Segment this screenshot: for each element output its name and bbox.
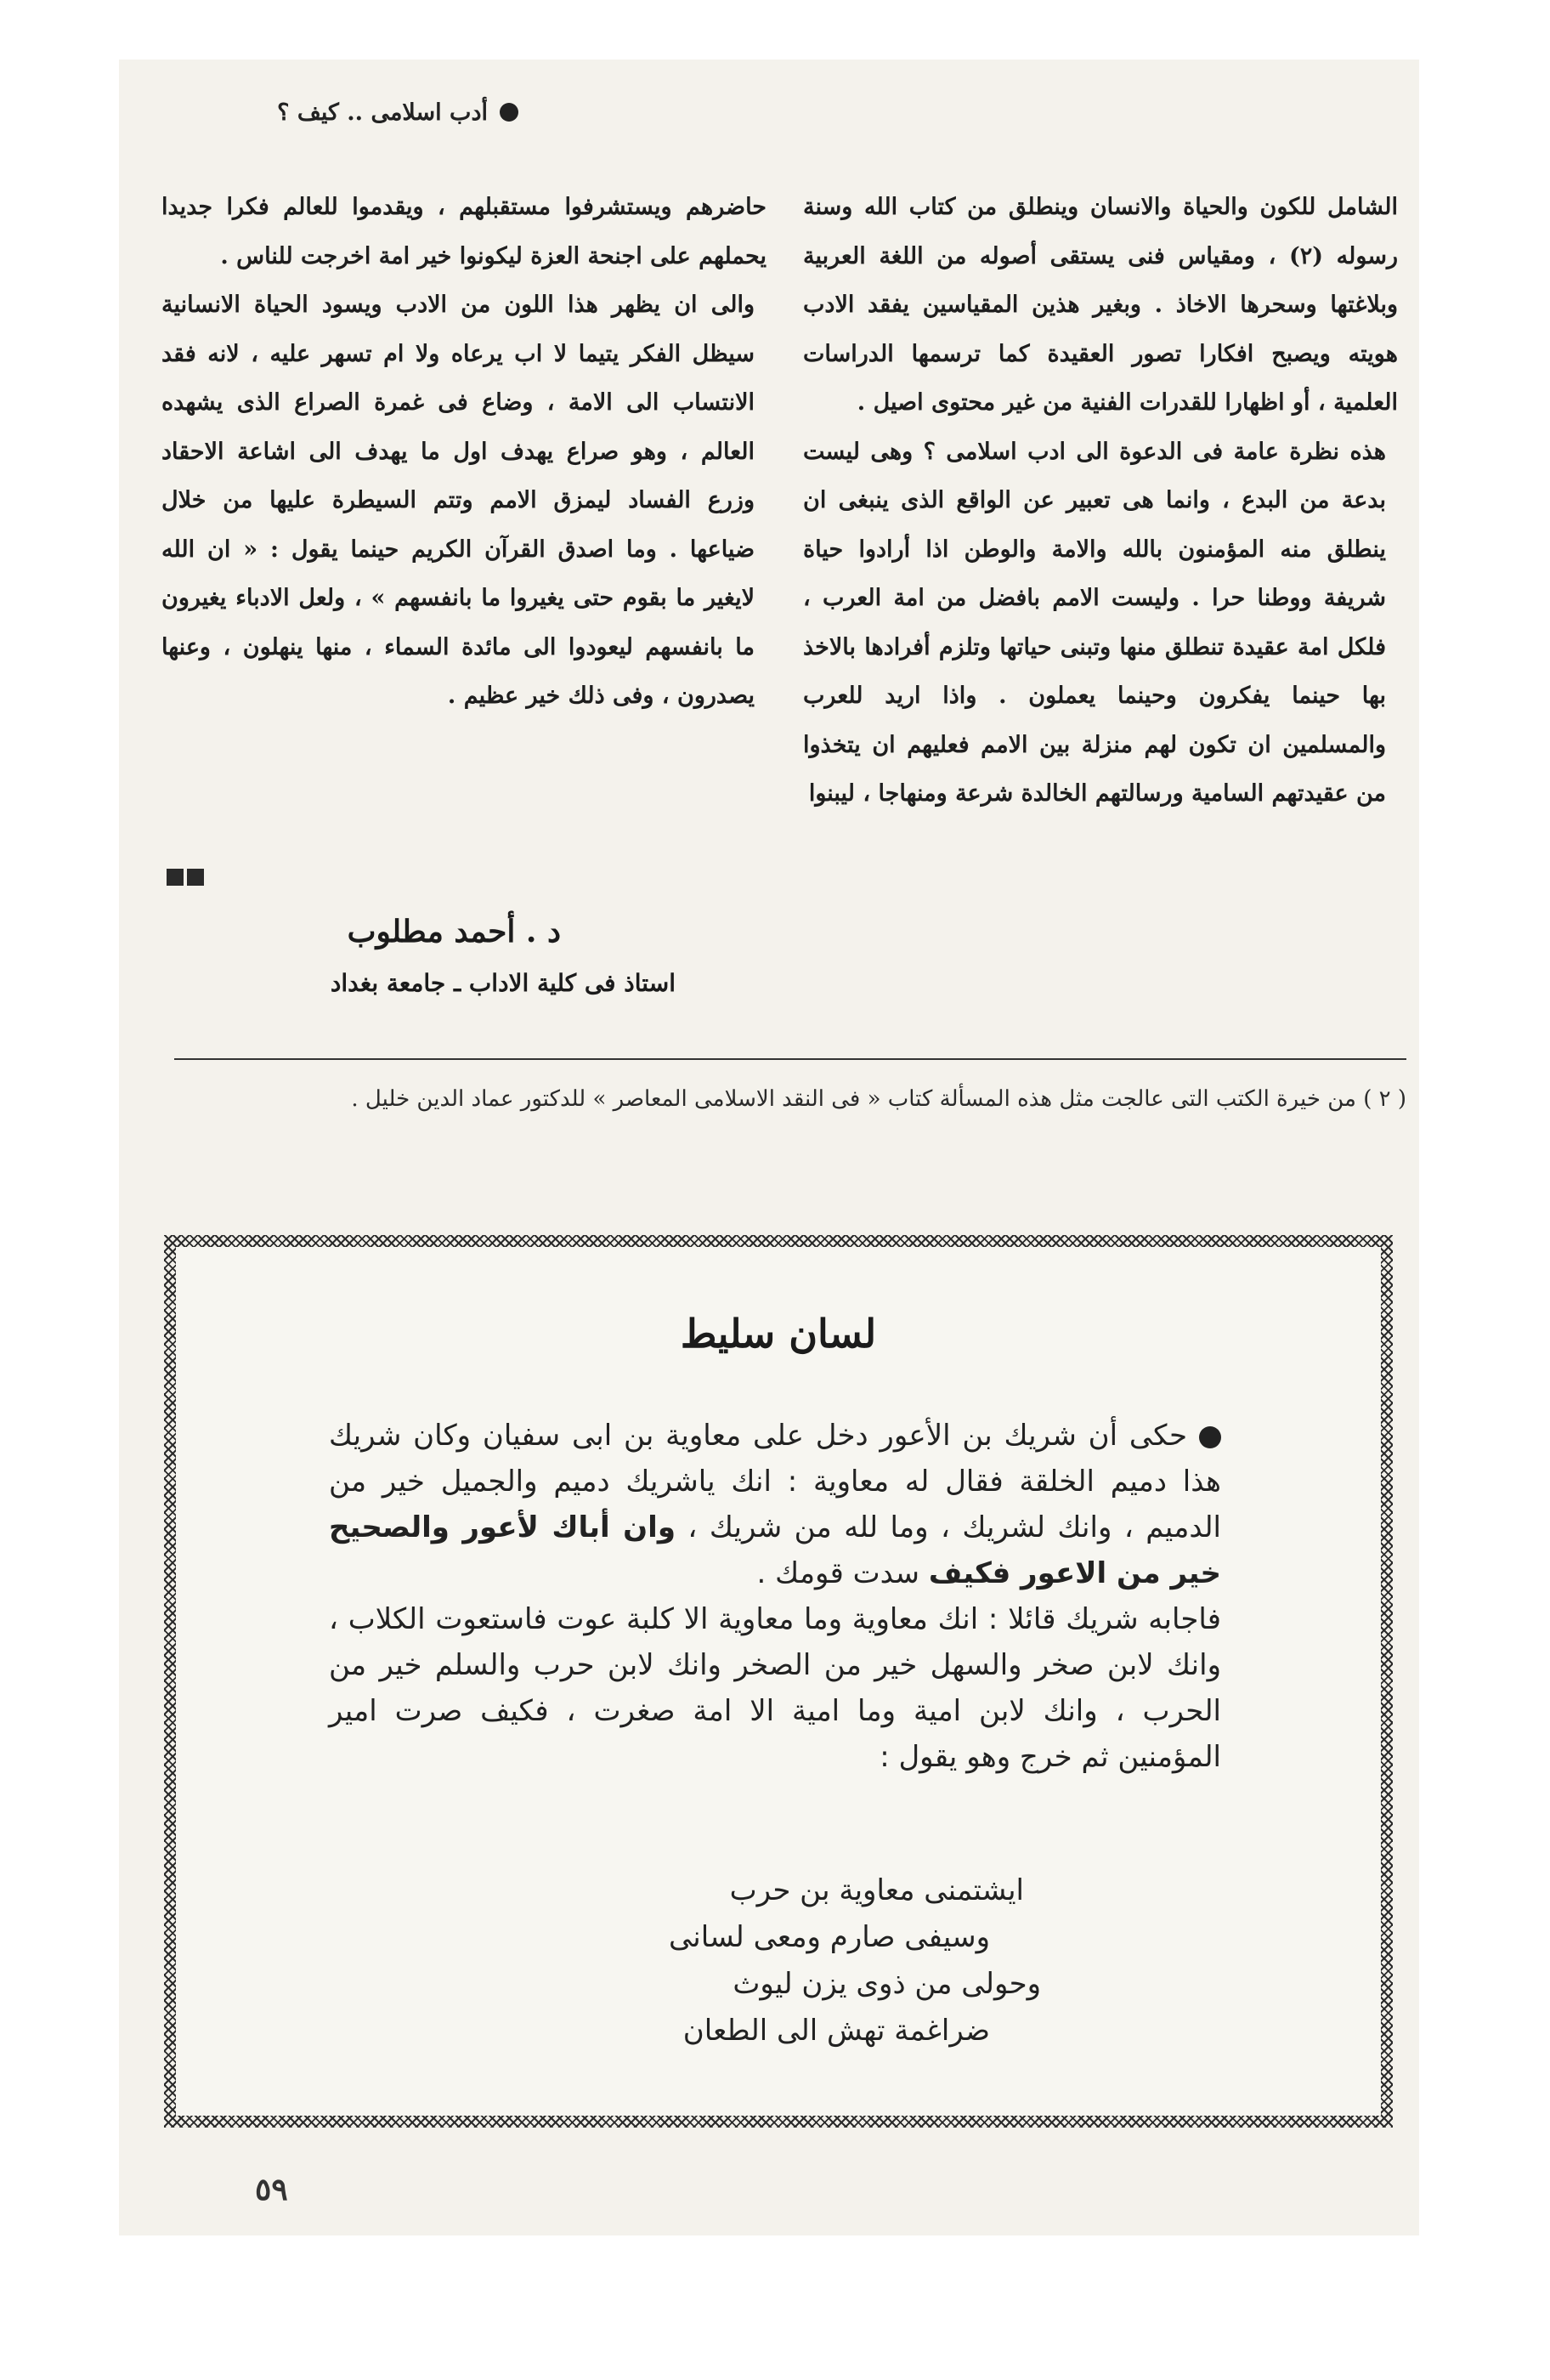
running-header <box>161 95 518 129</box>
poem-line: ايشتمنى معاوية بن حرب <box>729 1873 1024 1907</box>
footnote: ( ٢ ) من خيرة الكتب التى عالجت مثل هذه المسألة كتاب « فى النقد الاسلامى المعاصر » للدكتور عماد الدين خليل . <box>351 1086 1406 1112</box>
poem <box>176 1867 1381 2054</box>
bullet-icon <box>500 103 518 122</box>
anecdote-paragraph <box>329 1413 1221 1596</box>
running-title: أدب اسلامى .. كيف ؟ <box>277 99 488 126</box>
poem-line: ضراغمة تهش الى الطعان <box>682 2014 990 2048</box>
article-left-column <box>161 183 767 721</box>
end-mark-icon <box>167 869 204 886</box>
sidebar-box <box>164 1235 1393 2128</box>
paragraph: هذه نظرة عامة فى الدعوة الى ادب اسلامى ؟ وهى ليست بدعة من البدع ، وانما هى تعبير عن الواقع الذى ينبغى ان ينطلق منه المؤمنون بالله والامة والوطن اذا أرادوا حياة شريفة ووطنا حرا . وليست الامم بافضل من امة العرب ، فلكل امة عقيدة تنطلق منها وتبنى حياتها وتلزم أفرادها بالاخذ بها حينما يفكرون وحينما يعملون . واذا اريد للعرب والمسلمين ان تكون لهم منزلة بين الامم فعليهم ان يتخذوا من عقيدتهم السامية ورسالتهم الخالدة شرعة ومنهاجا ، ليبنوا <box>803 438 1386 807</box>
anecdote-bold-run: وان أباك لأعور والصحيح خير من الاعور فكيف <box>329 1510 1221 1590</box>
article-right-column <box>803 183 1398 819</box>
paragraph: الشامل للكون والحياة والانسان وينطلق من كتاب الله وسنة رسوله (٢) ، ومقياس فنى يستقى أصوله من اللغة العربية وبلاغتها وسحرها الاخاذ . وبغير هذين المقياسين يفقد الادب هويته ويصبح افكارا تصور العقيدة كما ترسمها الدراسات العلمية ، أو اظهارا للقدرات الفنية من غير محتوى اصيل . <box>803 194 1398 416</box>
box-title: لسان سليط <box>680 1311 877 1357</box>
paragraph: والى ان يظهر هذا اللون من الادب ويسود الحياة الانسانية سيظل الفكر يتيما لا اب يرعاه ولا ام تسهر عليه ، لانه فقد الانتساب الى الامة ، وضاع فى غمرة الصراع الذى يشهده العالم ، وهو صراع يهدف اول ما يهدف الى اشاعة الاحقاد وزرع الفساد ليمزق الامم وتتم السيطرة عليها من خلال ضياعها . وما اصدق القرآن الكريم حينما يقول : « ان الله لايغير ما بقوم حتى يغيروا ما بانفسهم » ، ولعل الادباء يغيرون ما بانفسهم ليعودوا الى مائدة السماء ، منها ينهلون ، وعنها يصدرون ، وفى ذلك خير عظيم . <box>161 292 755 709</box>
poem-line: وسيفى صارم ومعى لسانى <box>668 1920 990 1954</box>
paragraph: حاضرهم ويستشرفوا مستقبلهم ، ويقدموا للعالم فكرا جديدا يحملهم على اجنحة العزة ليكونوا خير امة اخرجت للناس . <box>161 194 767 269</box>
page-number: ٥٩ <box>255 2172 288 2207</box>
author-name: د . أحمد مطلوب <box>347 914 561 949</box>
sidebar-box-content <box>176 1247 1381 2116</box>
anecdote-paragraph: فاجابه شريك قائلا : انك معاوية وما معاوية الا كلبة عوت فاستعوت الكلاب ، وانك لابن صخر والسهل خير من الصخر وانك لابن حرب والسلم خير من الحرب ، وانك لابن امية وما امية الا امة صغرت ، فكيف صرت امير المؤمنين ثم خرج وهو يقول : <box>329 1602 1221 1774</box>
bullet-icon <box>1199 1426 1221 1448</box>
footnote-divider <box>174 1058 1406 1060</box>
anecdote-text-run: حكى أن شريك بن الأعور دخل على معاوية بن ابى سفيان وكان شريك هذا دميم الخلقة فقال له معاوية : انك ياشريك دميم والجميل خير من الدميم ، وانك لشريك ، وما لله من شريك ، <box>329 1419 1222 1544</box>
anecdote-text-run: سدت قومك . <box>756 1556 929 1590</box>
poem-line: وحولى من ذوى يزن ليوث <box>733 1967 1041 2001</box>
anecdote-text <box>329 1413 1221 1780</box>
author-affiliation: استاذ فى كلية الاداب ـ جامعة بغداد <box>330 969 676 997</box>
